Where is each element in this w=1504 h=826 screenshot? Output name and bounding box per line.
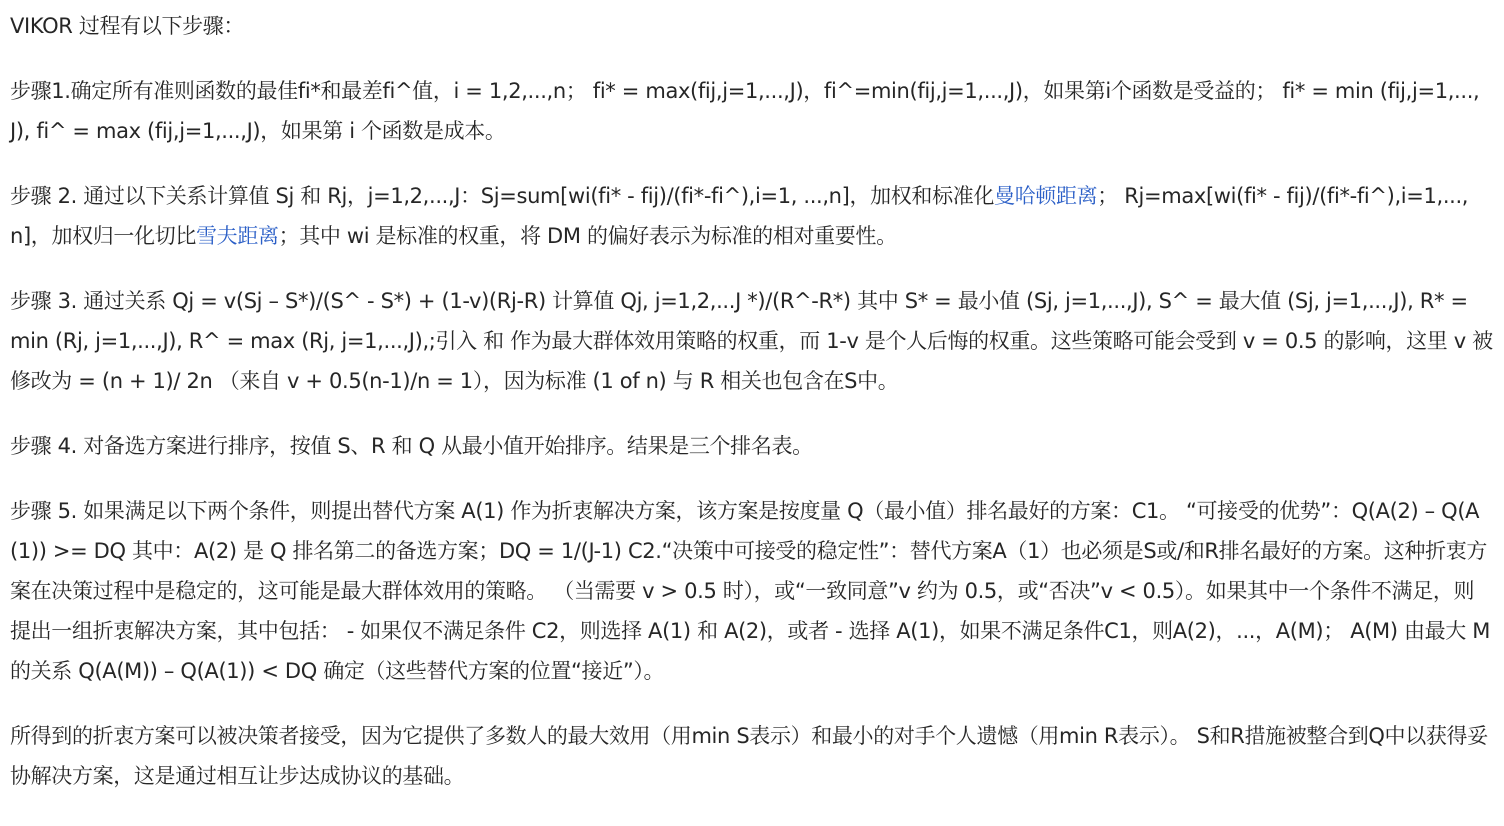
step5-paragraph: 步骤 5. 如果满足以下两个条件，则提出替代方案 A(1) 作为折衷解决方案，该方案是按度量 Q（最小值）排名最好的方案：C1。 “可接受的优势”：Q(A(2) – Q(A(1)) >= DQ 其中：A(2) 是 Q 排名第二的备选方案；DQ = 1/(J-1) C2.“决策中可接受的稳定性”：替代方案A（1）也必须是S或/和R排名最好的方案。这种折衷方案在决策过程中是稳定的，这可能是最大群体效用的策略。 （当需要 v > 0.5 时），或“一致同意”v 约为 0.5，或“否决”v < 0.5）。如果其中一个条件不满足，则提出一组折衷解决方案，其中包括： - 如果仅不满足条件 C2，则选择 A(1) 和 A(2)，或者 - 选择 A(1)，如果不满足条件C1，则A(2)，...，A(M)； A(M) 由最大 M 的关系 Q(A(M)) – Q(A(1)) < DQ 确定（这些替代方案的位置“接近”）。: [10, 499, 1491, 683]
step3-paragraph: 步骤 3. 通过关系 Qj = v(Sj – S*)/(S^ - S*) + (1-v)(Rj-R) 计算值 Qj, j=1,2,...J *)/(R^-R*) 其中 S* = 最小值 (Sj, j=1,...,J), S^ = 最大值 (Sj, j=1,...,J), R* = min (Rj, j=1,...,J), R^ = max (Rj, j=1,...,J),;引入 和 作为最大群体效用策略的权重，而 1-v 是个人后悔的权重。这些策略可能会受到 v = 0.5 的影响，这里 v 被修改为 = (n + 1)/ 2n （来自 v + 0.5(n-1)/n = 1），因为标准 (1 of n) 与 R 相关也包含在S中。: [10, 289, 1493, 393]
step2-text-part2: ； Rj=max[wi(fi* - fij)/(fi*-fi^),i=1,...,n]，加权归一化切比: [10, 184, 1469, 248]
step2-text-part3: ；其中 wi 是标准的权重，将 DM 的偏好表示为标准的相对重要性。: [278, 224, 897, 248]
step2-paragraph: [10, 176, 1494, 256]
conclusion-paragraph: 所得到的折衷方案可以被决策者接受，因为它提供了多数人的最大效用（用min S表示）和最小的对手个人遗憾（用min R表示）。 S和R措施被整合到Q中以获得妥协解决方案，这是通过相互让步达成协议的基础。: [10, 724, 1488, 788]
step1-paragraph: 步骤1.确定所有准则函数的最佳fi*和最差fi^值，i = 1,2,...,n； fi* = max(fij,j=1,...,J)，fi^=min(fij,j=1,...,J)，如果第i个函数是受益的； fi* = min (fij,j=1,...,J), fi^ = max (fij,j=1,...,J)，如果第 i 个函数是成本。: [10, 79, 1480, 143]
chebyshev-distance-link[interactable]: 雪夫距离: [196, 224, 279, 248]
step2-text-part1: 步骤 2. 通过以下关系计算值 Sj 和 Rj，j=1,2,...,J：Sj=sum[wi(fi* - fij)/(fi*-fi^),i=1, ...,n]，加权和标准化: [10, 184, 995, 208]
step4-paragraph: 步骤 4. 对备选方案进行排序，按值 S、R 和 Q 从最小值开始排序。结果是三个排名表。: [10, 434, 813, 458]
intro-paragraph: VIKOR 过程有以下步骤：: [10, 14, 245, 38]
manhattan-distance-link[interactable]: 曼哈顿距离: [994, 184, 1098, 208]
